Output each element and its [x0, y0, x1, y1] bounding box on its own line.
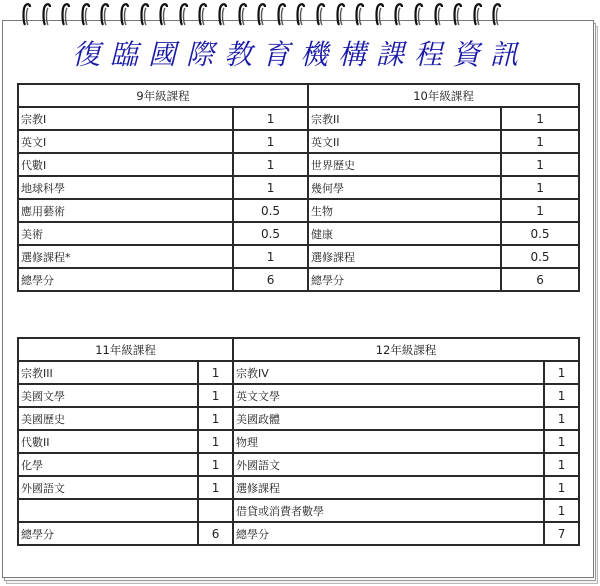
spiral-ring-icon	[159, 3, 169, 27]
course-name: 健康	[308, 222, 501, 245]
course-name: 物理	[233, 430, 544, 453]
course-name	[18, 499, 198, 522]
spiral-ring-icon	[100, 3, 110, 27]
total-label: 總學分	[233, 522, 544, 545]
table-row	[18, 407, 579, 430]
course-credits: 0.5	[233, 222, 308, 245]
course-credits: 1	[501, 107, 579, 130]
total-label: 總學分	[308, 268, 501, 291]
spiral-ring-icon	[473, 3, 483, 27]
course-credits: 1	[198, 407, 233, 430]
course-name: 宗教III	[18, 361, 198, 384]
grade-9-10-table	[17, 83, 580, 292]
spiral-ring-icon	[316, 3, 326, 27]
spiral-binding	[0, 0, 600, 34]
course-credits: 0.5	[233, 199, 308, 222]
spiral-ring-icon	[257, 3, 267, 27]
course-credits: 1	[544, 384, 579, 407]
table-row	[18, 476, 579, 499]
total-label: 總學分	[18, 522, 198, 545]
course-credits: 1	[501, 153, 579, 176]
course-credits: 1	[501, 176, 579, 199]
spiral-ring-icon	[336, 3, 346, 27]
table-row	[18, 384, 579, 407]
table-row	[18, 361, 579, 384]
course-credits: 1	[233, 130, 308, 153]
course-name: 美國文學	[18, 384, 198, 407]
course-name: 世界歷史	[308, 153, 501, 176]
course-name: 代數II	[18, 430, 198, 453]
grade-11-12-table	[17, 337, 580, 546]
spiral-ring-icon	[22, 3, 32, 27]
course-credits: 1	[198, 453, 233, 476]
course-credits: 1	[544, 430, 579, 453]
spiral-ring-icon	[179, 3, 189, 27]
table-row	[18, 245, 579, 268]
table-row	[18, 499, 579, 522]
spiral-ring-icon	[140, 3, 150, 27]
course-name: 英文II	[308, 130, 501, 153]
course-credits: 1	[233, 176, 308, 199]
table-row	[18, 453, 579, 476]
course-credits: 1	[544, 407, 579, 430]
grade-9-header: 9年級課程	[18, 84, 308, 107]
course-credits: 1	[198, 476, 233, 499]
spiral-ring-icon	[453, 3, 463, 27]
course-name: 地球科學	[18, 176, 233, 199]
spiral-ring-icon	[198, 3, 208, 27]
total-credits: 6	[198, 522, 233, 545]
course-name: 英文文學	[233, 384, 544, 407]
course-name: 化學	[18, 453, 198, 476]
grade-11-header: 11年級課程	[18, 338, 233, 361]
table-header-row	[18, 84, 579, 107]
course-name: 代數I	[18, 153, 233, 176]
course-name: 選修課程	[233, 476, 544, 499]
table-row	[18, 222, 579, 245]
course-name: 美術	[18, 222, 233, 245]
spiral-ring-icon	[120, 3, 130, 27]
spiral-ring-icon	[414, 3, 424, 27]
page-title: 復臨國際教育機構課程資訊	[71, 38, 528, 71]
course-credits: 1	[501, 130, 579, 153]
spiral-ring-icon	[218, 3, 228, 27]
grade-12-header: 12年級課程	[233, 338, 579, 361]
course-credits: 0.5	[501, 245, 579, 268]
course-credits	[198, 499, 233, 522]
course-credits: 1	[544, 453, 579, 476]
table-header-row	[18, 338, 579, 361]
spiral-ring-icon	[296, 3, 306, 27]
course-name: 美國政體	[233, 407, 544, 430]
spiral-ring-icon	[81, 3, 91, 27]
course-credits: 0.5	[501, 222, 579, 245]
table-row	[18, 107, 579, 130]
spiral-ring-icon	[394, 3, 404, 27]
total-credits: 6	[233, 268, 308, 291]
grade-10-header: 10年級課程	[308, 84, 579, 107]
course-credits: 1	[544, 476, 579, 499]
spiral-ring-icon	[355, 3, 365, 27]
spiral-ring-icon	[492, 3, 502, 27]
spiral-ring-icon	[375, 3, 385, 27]
course-name: 選修課程	[308, 245, 501, 268]
course-name: 美國歷史	[18, 407, 198, 430]
table-row	[18, 153, 579, 176]
course-credits: 1	[501, 199, 579, 222]
course-name: 選修課程*	[18, 245, 233, 268]
course-name: 借貸或消費者數學	[233, 499, 544, 522]
spiral-ring-icon	[42, 3, 52, 27]
course-name: 應用藝術	[18, 199, 233, 222]
spiral-ring-icon	[61, 3, 71, 27]
course-credits: 1	[544, 361, 579, 384]
course-credits: 1	[198, 384, 233, 407]
course-name: 外國語文	[18, 476, 198, 499]
spiral-ring-icon	[238, 3, 248, 27]
total-row	[18, 268, 579, 291]
spiral-ring-icon	[277, 3, 287, 27]
course-credits: 1	[233, 153, 308, 176]
course-credits: 1	[198, 361, 233, 384]
course-name: 英文I	[18, 130, 233, 153]
course-name: 宗教IV	[233, 361, 544, 384]
total-label: 總學分	[18, 268, 233, 291]
course-credits: 1	[544, 499, 579, 522]
table-row	[18, 176, 579, 199]
total-credits: 7	[544, 522, 579, 545]
spiral-ring-icon	[434, 3, 444, 27]
course-credits: 1	[233, 245, 308, 268]
course-name: 宗教II	[308, 107, 501, 130]
table-row	[18, 199, 579, 222]
course-credits: 1	[233, 107, 308, 130]
course-name: 幾何學	[308, 176, 501, 199]
table-row	[18, 130, 579, 153]
course-name: 宗教I	[18, 107, 233, 130]
course-credits: 1	[198, 430, 233, 453]
course-name: 生物	[308, 199, 501, 222]
total-row	[18, 522, 579, 545]
table-row	[18, 430, 579, 453]
course-name: 外國語文	[233, 453, 544, 476]
total-credits: 6	[501, 268, 579, 291]
